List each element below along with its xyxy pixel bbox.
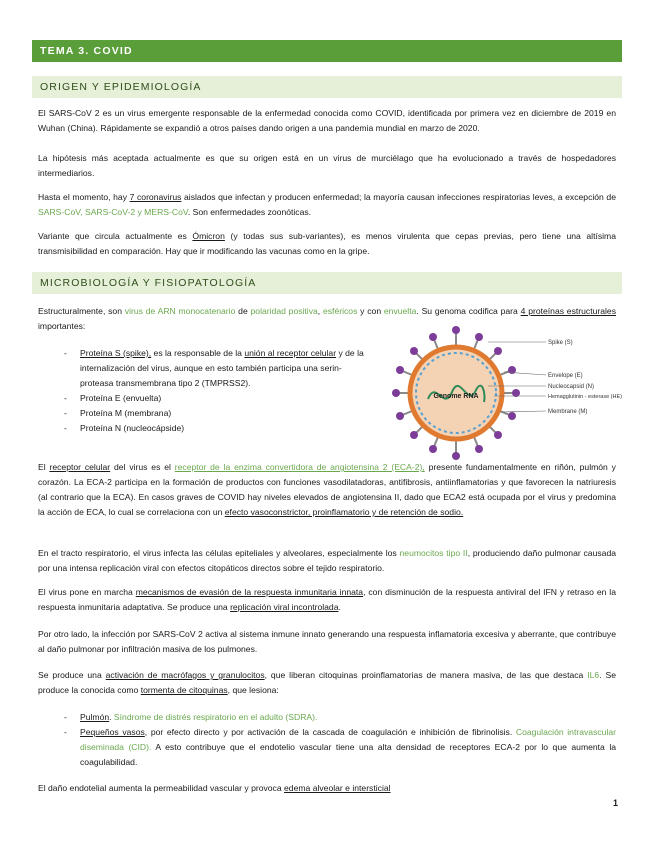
damage-item-lung: - Pulmón. Síndrome de distrés respiratorio en el adulto (SDRA). xyxy=(62,710,616,725)
section-heading-origen: ORIGEN Y EPIDEMIOLOGÍA xyxy=(32,76,622,98)
paragraph-origen-2: La hipótesis más aceptada actualmente es que su origen está en un virus de murciélago que ha evolucionado a través de hospedadores intermediarios. xyxy=(38,153,616,178)
label-spike: Spike (S) xyxy=(548,340,573,346)
paragraph-micro-5: Por otro lado, la infección por SARS-CoV 2 activa al sistema inmune innato generando una respuesta inflamatoria excesiva y aberrante, que contribuye al daño pulmonar por infiltración masiva de los pulmones. xyxy=(38,629,616,654)
paragraph-micro-4: El virus pone en marcha mecanismos de evasión de la respuesta inmunitaria innata, con disminución de la respuesta antiviral del IFN y retraso en la respuesta inmunitaria adaptativa. Se produce una replicación viral incontrolada. xyxy=(38,587,616,612)
chapter-title: TEMA 3. COVID xyxy=(32,40,622,62)
genome-rna-label: Genome RNA xyxy=(433,393,479,400)
protein-item-e: - Proteína E (envuelta) xyxy=(62,391,372,406)
paragraph-micro-7: El daño endotelial aumenta la permeabilidad vascular y provoca edema alveolar e intersticial xyxy=(38,783,391,793)
section-heading-micro: MICROBIOLOGÍA Y FISIOPATOLOGÍA xyxy=(32,272,622,294)
paragraph-origen-1: El SARS-CoV 2 es un virus emergente responsable de la enfermedad conocida como COVID, identificada por primera vez en diciembre de 2019 en Wuhan (China). Rápidamente se expandió a otros países dando origen a una pandemia mundial en marzo de 2020. xyxy=(38,108,616,133)
paragraph-micro-3: En el tracto respiratorio, el virus infecta las células epiteliales y alveolares, especialmente los neumocitos tipo II, produciendo daño pulmonar causada por una intensa replicación viral con efectos citopáticos directos sobre el tejido respiratorio. xyxy=(38,548,616,573)
label-membrane: Membrane (M) xyxy=(548,409,588,415)
label-hemagglutinin: Hemagglutinin - esterase (HE) xyxy=(548,394,622,400)
label-nucleocapsid: Nucleocapsid (N) xyxy=(548,384,595,390)
paragraph-micro-2: El receptor celular del virus es el receptor de la enzima convertidora de angiotensina 2 (ECA-2), presente fundamentalmente en riñón, pulmón y corazón. La ECA-2 participa en la formación de productos con funciones vasodilatadoras, antifibrosis, antiinflamatorias y que favorecen la natriuresis (al contrario que la ECA). En casos graves de COVID hay niveles elevados de angiotensina II, dado que ECA2 está ocupada por el virus y predomina la acción de ECA, lo cual se correlaciona con un efecto vasoconstrictor, proinflamatorio y de retención de sodio. xyxy=(38,462,616,517)
protein-item-s: - Proteína S (spike), es la responsable de la unión al receptor celular y de la internalización del virus, aunque en esto también participa una serin-proteasa transmembrana tipo 2 (TMPRSS2). xyxy=(62,346,372,391)
damage-list xyxy=(62,710,616,770)
paragraph-origen-3: Hasta el momento, hay 7 coronavirus aislados que infectan y producen enfermedad; la mayoría causan infecciones respiratorias leves, a excepción de SARS-CoV, SARS-CoV-2 y MERS-CoV. Son enfermedades zoonóticas. xyxy=(38,192,616,217)
label-envelope: Envelope (E) xyxy=(548,373,583,379)
protein-list xyxy=(62,346,372,436)
paragraph-micro-1: Estructuralmente, son virus de ARN monocatenario de polaridad positiva, esféricos y con envuelta. Su genoma codifica para 4 proteínas estructurales importantes: xyxy=(38,306,617,331)
coronavirus-diagram xyxy=(378,324,628,462)
protein-item-m: - Proteína M (membrana) xyxy=(62,406,372,421)
paragraph-origen-4: Variante que circula actualmente es Ómicron (y todas sus sub-variantes), es menos virulenta que cepas previas, pero tiene una altísima transmisibilidad en comparación. Hay que ir modificando las vacunas como en la gripe. xyxy=(38,231,616,256)
page-number: 1 xyxy=(612,798,618,808)
paragraph-micro-6: Se produce una activación de macrófagos y granulocitos, que liberan citoquinas proinflamatorias de manera masiva, de las que destaca IL6. Se produce la conocida como tormenta de citoquinas, que lesiona: xyxy=(38,670,616,695)
protein-item-n: - Proteína N (nucleocápside) xyxy=(62,421,372,436)
damage-item-vessels: - Pequeños vasos, por efecto directo y por activación de la cascada de coagulación e inhibición de fibrinolisis. Coagulación intravascular diseminada (CID). A esto contribuye que el endotelio vascular tiene una alta densidad de receptores ECA-2 por lo que aumenta la coagulabilidad. xyxy=(62,725,616,770)
